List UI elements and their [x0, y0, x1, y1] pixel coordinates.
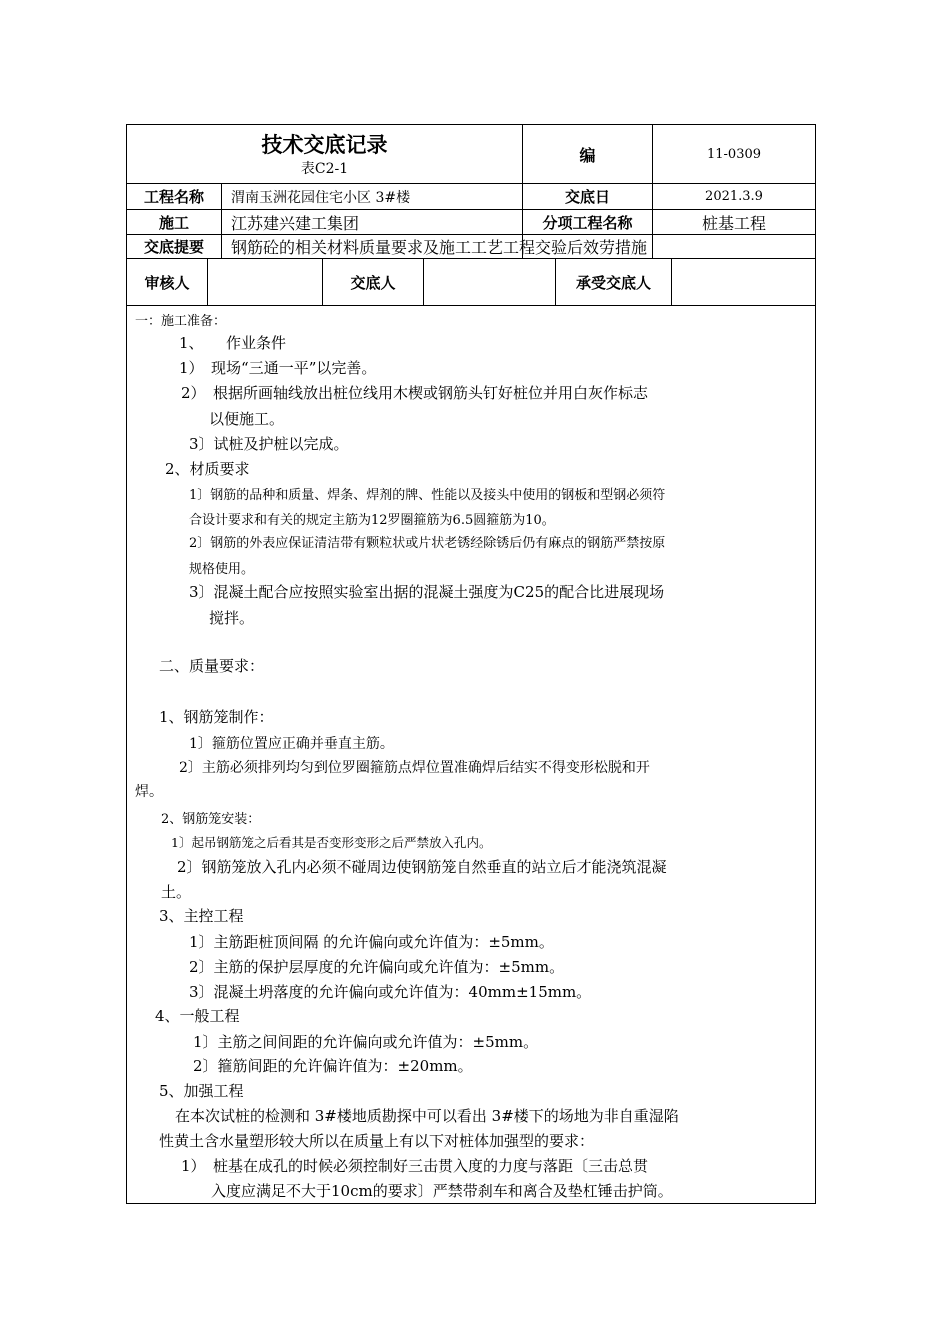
- discloser-label: 交底人: [350, 273, 396, 292]
- body-paragraph: 入度应满足不大于10cm的要求〕严禁带刹车和离合及垫杠锤击护筒。: [211, 1182, 673, 1200]
- form-number: 表C2-1: [300, 161, 349, 177]
- summary-value: 钢筋砼的相关材料质量要求及施工工艺工程交验后效劳措施: [231, 238, 648, 257]
- code-value: 11-0309: [706, 146, 762, 162]
- body-paragraph: 规格使用。: [189, 562, 255, 577]
- body-paragraph: 1〕起吊钢筋笼之后看其是否变形变形之后严禁放入孔内。: [171, 835, 492, 850]
- subsection-heading: 2、钢筋笼安装：: [161, 812, 261, 827]
- section-heading: 一：施工准备：: [135, 314, 227, 329]
- subsection-heading: 1、钢筋笼制作：: [159, 708, 274, 726]
- body-paragraph: 土。: [161, 883, 192, 901]
- body-paragraph: 2〕主筋必须排列均匀到位罗圈箍筋点焊位置准确焊后结实不得变形松脱和开: [179, 760, 650, 776]
- body-paragraph: 1〕箍筋位置应正确并垂直主筋。: [189, 736, 394, 752]
- body-paragraph: 1） 现场“三通一平”以完善。: [179, 359, 377, 377]
- code-label: 编: [579, 145, 596, 165]
- subsection-heading: 1、 作业条件: [179, 334, 287, 352]
- construction-unit-label: 施工: [158, 213, 189, 232]
- column-divider: [221, 183, 222, 259]
- body-paragraph: 1〕主筋距桩顶间隔 的允许偏向或允许值为：±5mm。: [189, 933, 554, 951]
- body-paragraph: 在本次试桩的检测和 3#楼地质勘探中可以看出 3#楼下的场地为非自重湿陷: [175, 1107, 679, 1125]
- reviewer-value: [208, 259, 322, 305]
- project-name-label: 工程名称: [143, 188, 204, 206]
- body-paragraph: 2〕钢筋的外表应保证清洁带有颗粒状或片状老锈经除锈后仍有麻点的钢筋严禁按原: [189, 536, 666, 551]
- subsection-heading: 2、材质要求: [165, 460, 250, 478]
- summary-label: 交底提要: [143, 238, 204, 256]
- body-paragraph: 3〕混凝土配合应按照实验室出据的混凝土强度为C25的配合比进展现场: [189, 583, 665, 601]
- subsection-heading: 4、一般工程: [155, 1007, 240, 1025]
- body-paragraph: 2〕钢筋笼放入孔内必须不碰周边使钢筋笼自然垂直的站立后才能浇筑混凝: [177, 858, 667, 876]
- reviewer-label: 审核人: [144, 273, 190, 292]
- receiver-label: 承受交底人: [575, 273, 651, 292]
- body-paragraph: 2） 根据所画轴线放出桩位线用木楔或钢筋头钉好桩位并用白灰作标志: [181, 384, 649, 402]
- body-paragraph: 2〕主筋的保护层厚度的允许偏向或允许值为：±5mm。: [189, 958, 565, 976]
- body-paragraph: 1） 桩基在成孔的时候必须控制好三击贯入度的力度与落距〔三击总贯: [181, 1157, 649, 1175]
- project-name-value: 渭南玉洲花园住宅小区 3#楼: [231, 189, 411, 206]
- sub-item-label: 分项工程名称: [542, 213, 633, 232]
- disclosure-date-label: 交底日: [564, 188, 610, 206]
- construction-unit-value: 江苏建兴建工集团: [231, 213, 360, 233]
- body-paragraph: 1〕钢筋的品种和质量、焊条、焊剂的牌、性能以及接头中使用的钢板和型钢必须符: [189, 488, 666, 503]
- body-paragraph: 性黄土含水量塑形较大所以在质量上有以下对桩体加强型的要求：: [159, 1132, 595, 1150]
- body-paragraph: 焊。: [135, 784, 163, 800]
- document-title: 技术交底记录: [261, 133, 388, 157]
- subsection-heading: 3、主控工程: [159, 907, 244, 925]
- body-paragraph: 3〕试桩及护桩以完成。: [189, 435, 349, 453]
- body-paragraph: 3〕混凝土坍落度的允许偏向或允许值为：40mm±15mm。: [189, 983, 592, 1001]
- body-paragraph: 2〕箍筋间距的允许偏许值为：±20mm。: [193, 1057, 473, 1075]
- body-paragraph: 合设计要求和有关的规定主筋为12罗圈箍筋为6.5圆箍筋为10。: [189, 513, 555, 528]
- row-divider: [127, 305, 815, 306]
- disclosure-date-value: 2021.3.9: [705, 189, 763, 204]
- discloser-value: [424, 259, 555, 305]
- body-paragraph: 搅拌。: [209, 609, 255, 627]
- section-heading: 二、质量要求：: [159, 657, 265, 675]
- subsection-heading: 5、加强工程: [159, 1082, 244, 1100]
- sub-item-value: 桩基工程: [701, 213, 766, 233]
- receiver-value: [672, 259, 815, 305]
- body-paragraph: 1〕主筋之间间距的允许偏向或允许值为：±5mm。: [193, 1033, 539, 1051]
- body-paragraph: 以便施工。: [209, 410, 285, 428]
- disclosure-record-table: [126, 124, 816, 1204]
